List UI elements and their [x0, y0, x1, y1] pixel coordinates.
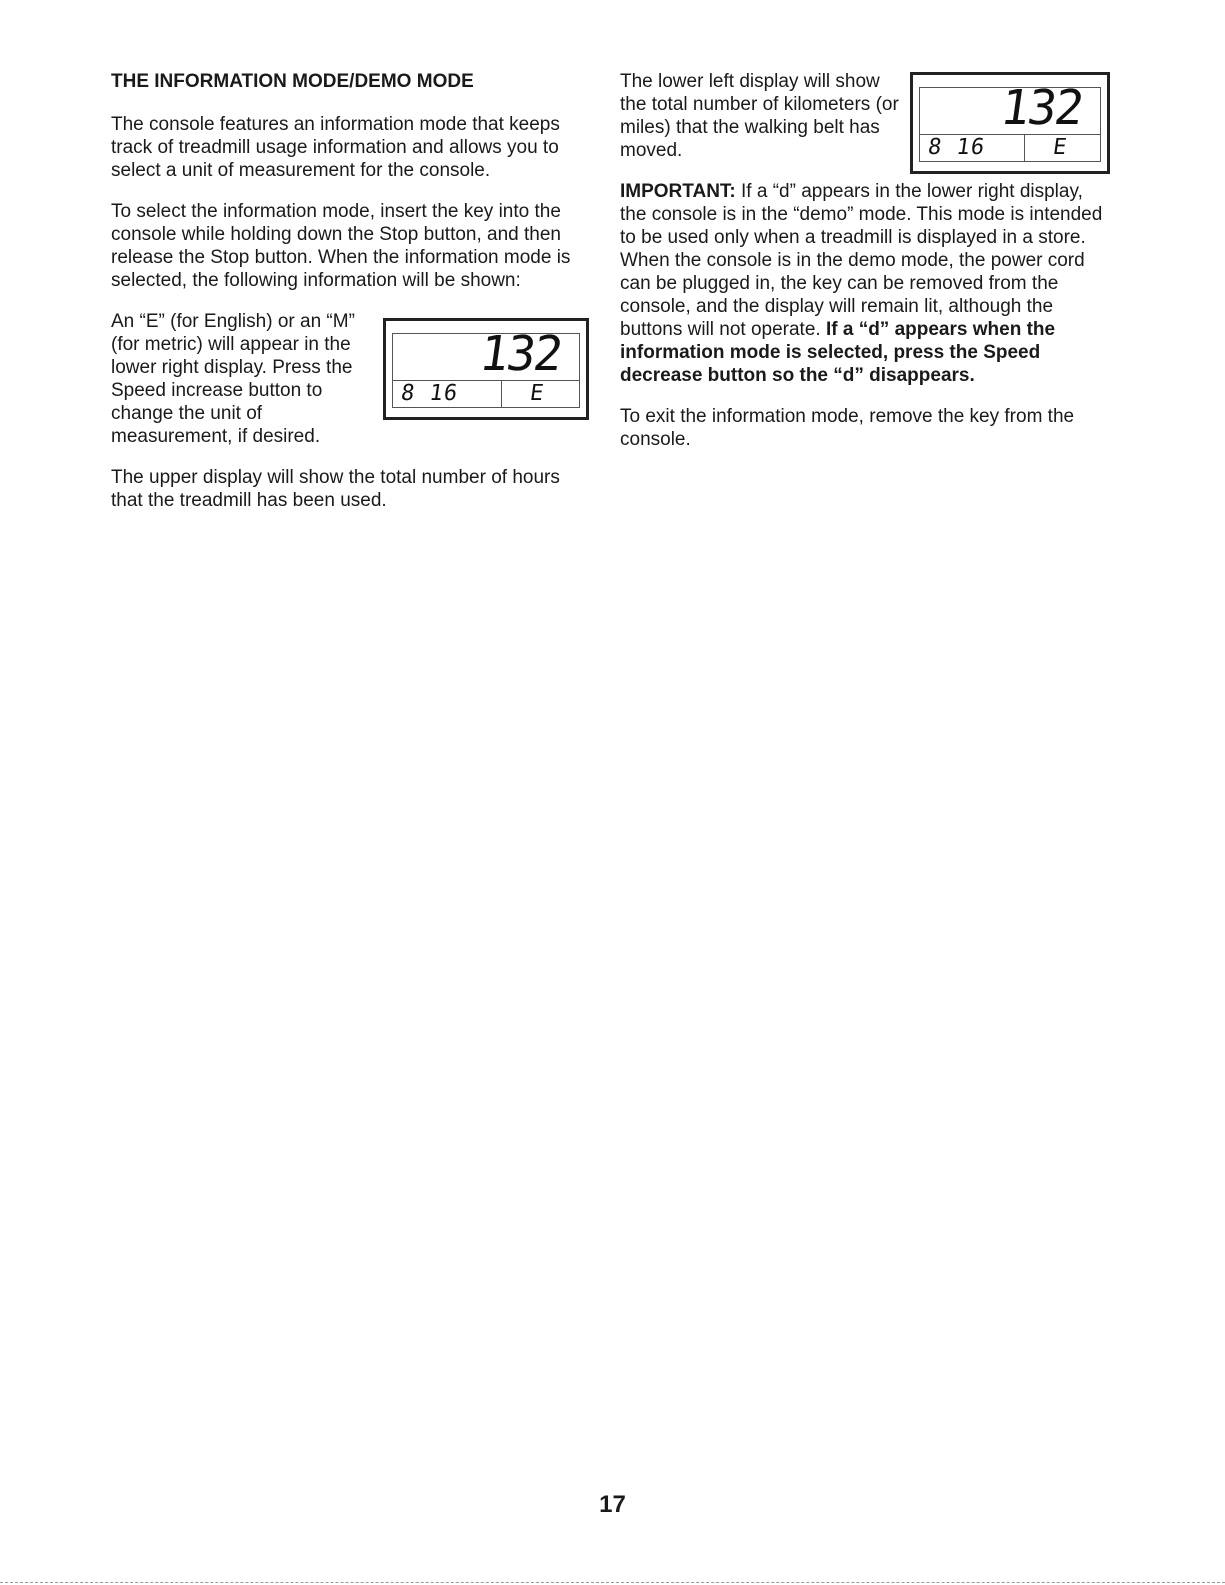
distance-display-block	[620, 70, 1110, 180]
right-column	[620, 70, 1110, 469]
unit-display-block	[111, 310, 589, 466]
bottom-rule	[0, 1582, 1225, 1583]
display-frame	[392, 326, 580, 408]
important-instruction: If a “d” appears when the information mode is selected, press the Speed decrease button so the “d” disappears.	[620, 319, 1056, 386]
paragraph-upper-display: The upper display will show the total number of hours that the treadmill has been used.	[111, 467, 560, 511]
left-column	[111, 70, 589, 530]
lower-right-value: E	[1051, 135, 1070, 160]
paragraph-unit: An “E” (for English) or an “M” (for metric) will appear in the lower right display. Press the Speed increase button to change the unit of measurement, if desired.	[111, 311, 355, 447]
lower-left-display	[393, 381, 502, 407]
upper-display	[393, 326, 579, 382]
upper-display	[920, 80, 1100, 136]
console-display-illustration	[383, 318, 589, 420]
upper-display-value: 132	[476, 326, 565, 382]
lower-left-display	[920, 135, 1025, 161]
paragraph-select-mode: To select the information mode, insert the key into the console while holding down the Stop button, and then release the Stop button. When the information mode is selected, the following information will be shown:	[111, 201, 571, 291]
lower-left-value: 8 16	[399, 381, 460, 406]
page-number: 17	[599, 1491, 626, 1518]
important-label: IMPORTANT:	[620, 181, 736, 202]
important-text: If a “d” appears in the lower right display, the console is in the “demo” mode. This mode is intended to be used only when a treadmill is displayed in a store. When the console is in the demo mode, the power cord can be plugged in, the key can be removed from the console, and the display will remain lit, although the buttons will not operate.	[620, 181, 1103, 340]
lower-left-value: 8 16	[926, 135, 987, 160]
section-heading: THE INFORMATION MODE/DEMO MODE	[111, 71, 474, 92]
paragraph-important	[620, 180, 1110, 387]
lower-right-value: E	[528, 381, 546, 406]
paragraph-lower-left: The lower left display will show the total number of kilometers (or miles) that the walking belt has moved.	[620, 71, 899, 161]
lower-displays	[920, 135, 1100, 161]
lower-right-display	[1025, 135, 1100, 161]
lower-displays	[393, 381, 579, 407]
upper-display-value: 132	[997, 80, 1086, 136]
lower-right-display	[502, 381, 579, 407]
paragraph-exit: To exit the information mode, remove the key from the console.	[620, 406, 1075, 450]
console-display-illustration	[910, 72, 1110, 174]
display-frame	[919, 80, 1101, 162]
paragraph-intro: The console features an information mode that keeps track of treadmill usage information and allows you to select a unit of measurement for the console.	[111, 114, 560, 181]
